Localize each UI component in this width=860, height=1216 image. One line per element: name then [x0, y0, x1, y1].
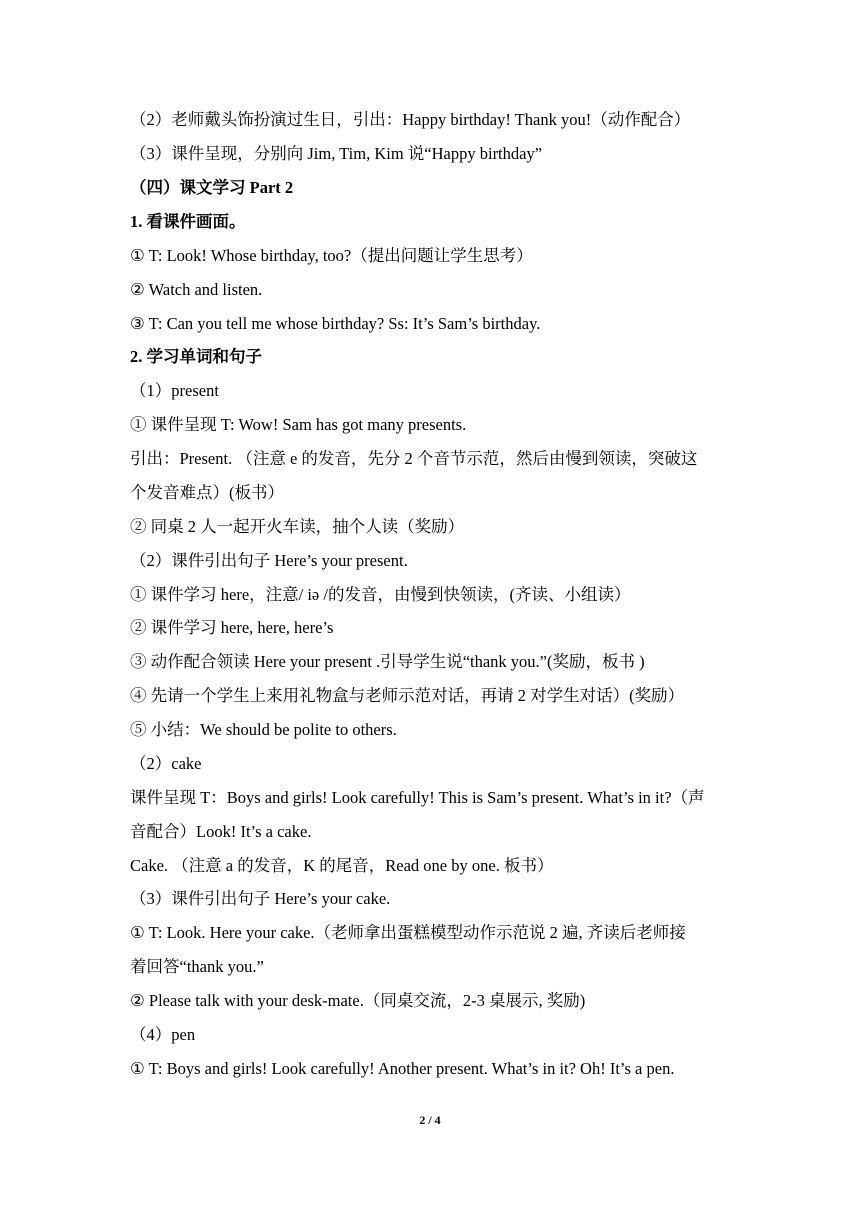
text-line: （2）课件引出句子 Here’s your present.	[130, 551, 408, 570]
text-line: ② Watch and listen.	[130, 280, 263, 299]
text-line: 课件呈现 T：Boys and girls! Look carefully! This is Sam’s present. What’s in it?（声	[130, 788, 705, 807]
text-line: ③ T: Can you tell me whose birthday? Ss: It’s Sam’s birthday.	[130, 314, 541, 333]
text-line: （3）课件呈现，分别向 Jim, Tim, Kim 说“Happy birthday”	[130, 144, 543, 163]
text-line: （3）课件引出句子 Here’s your cake.	[130, 889, 391, 908]
text-line: ① 课件学习 here，注意/ iə /的发音，由慢到快领读，(齐读、小组读）	[130, 585, 631, 604]
text-line: ⑤ 小结：We should be polite to others.	[130, 720, 397, 739]
page-number: 2 / 4	[419, 1113, 441, 1127]
text-line: （4）pen	[130, 1025, 196, 1044]
text-line: （1）present	[130, 381, 219, 400]
text-line: ② Please talk with your desk-mate.（同桌交流，2-3 桌展示, 奖励)	[130, 991, 586, 1010]
text-line: ④ 先请一个学生上来用礼物盒与老师示范对话，再请 2 对学生对话）(奖励）	[130, 686, 685, 705]
text-line: 个发音难点）(板书）	[130, 483, 284, 502]
subsection-heading: 1. 看课件画面。	[130, 212, 246, 231]
text-line: ② 同桌 2 人一起开火车读，抽个人读（奖励）	[130, 517, 465, 536]
text-line: ① 课件呈现 T: Wow! Sam has got many presents.	[130, 415, 467, 434]
text-line: ① T: Boys and girls! Look carefully! Another present. What’s in it? Oh! It’s a pen.	[130, 1059, 675, 1078]
section-heading: （四）课文学习 Part 2	[130, 178, 294, 197]
text-line: ③ 动作配合领读 Here your present .引导学生说“thank you.”(奖励，板书 )	[130, 652, 645, 671]
text-line: Cake. （注意 a 的发音，K 的尾音，Read one by one. 板书）	[130, 856, 554, 875]
text-line: 音配合）Look! It’s a cake.	[130, 822, 312, 841]
text-line: （2）cake	[130, 754, 202, 773]
subsection-heading: 2. 学习单词和句子	[130, 347, 262, 366]
text-line: 着回答“thank you.”	[130, 957, 264, 976]
text-line: ② 课件学习 here, here, here’s	[130, 618, 334, 637]
text-line: ① T: Look. Here your cake.（老师拿出蛋糕模型动作示范说 2 遍, 齐读后老师接	[130, 923, 686, 942]
text-line: ① T: Look! Whose birthday, too?（提出问题让学生思考）	[130, 246, 533, 265]
text-line: 引出：Present. （注意 e 的发音，先分 2 个音节示范，然后由慢到领读，突破这	[130, 449, 698, 468]
text-line: （2）老师戴头饰扮演过生日，引出：Happy birthday! Thank you!（动作配合）	[130, 110, 691, 129]
